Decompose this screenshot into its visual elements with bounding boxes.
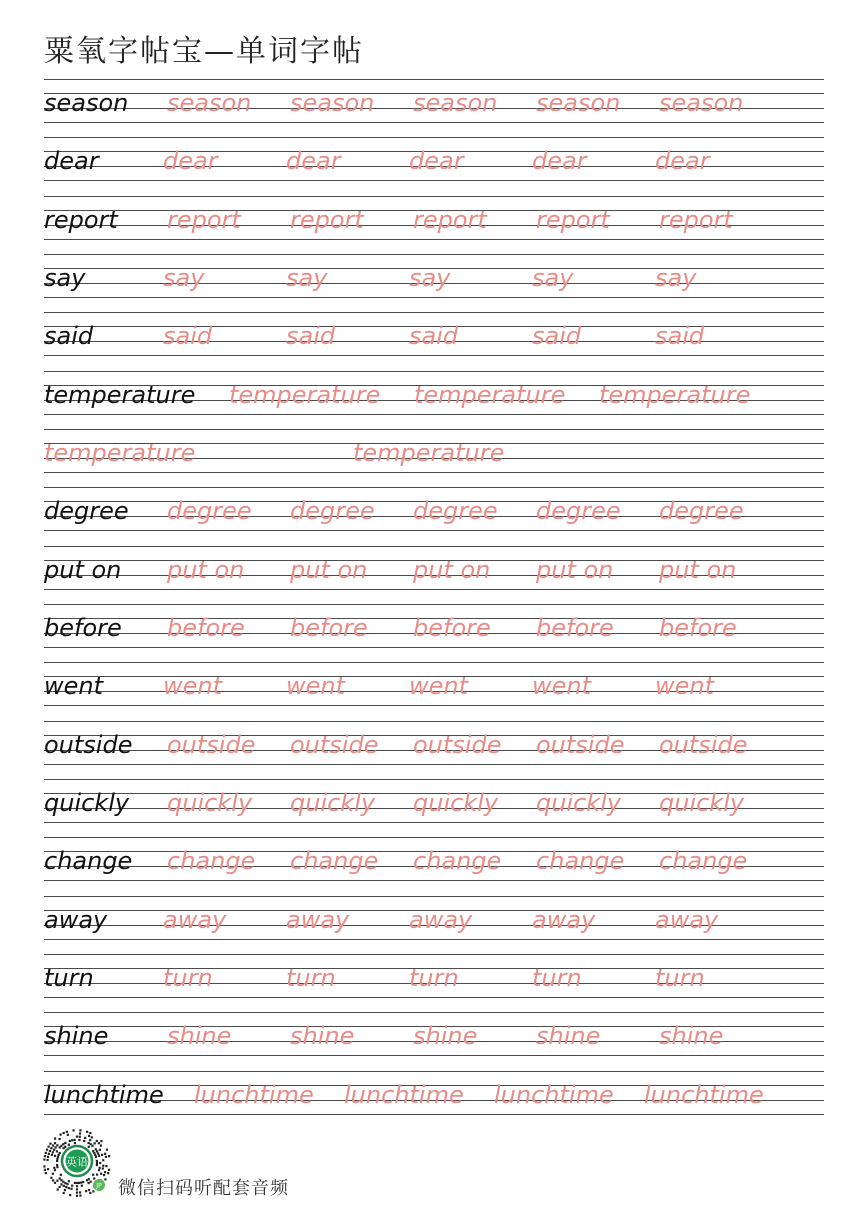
trace-word: quickly bbox=[413, 789, 499, 817]
trace-word: quickly bbox=[290, 789, 376, 817]
trace-word: outside bbox=[167, 731, 256, 759]
trace-word: season bbox=[167, 89, 252, 117]
trace-word: degree bbox=[659, 497, 744, 525]
trace-word: report bbox=[536, 206, 610, 234]
trace-word: put on bbox=[413, 556, 491, 584]
trace-word: report bbox=[659, 206, 733, 234]
trace-word: dear bbox=[163, 147, 218, 175]
trace-word: change bbox=[167, 847, 256, 875]
trace-word: shine bbox=[290, 1022, 355, 1050]
trace-word: went bbox=[163, 672, 223, 700]
ruled-line bbox=[44, 705, 824, 706]
practice-row bbox=[44, 837, 824, 881]
ruled-line bbox=[44, 472, 824, 473]
trace-word: said bbox=[163, 322, 213, 350]
trace-word: outside bbox=[290, 731, 379, 759]
trace-word: said bbox=[655, 322, 705, 350]
trace-word: went bbox=[532, 672, 592, 700]
trace-word: went bbox=[655, 672, 715, 700]
ruled-line bbox=[44, 896, 824, 897]
trace-word: temperature bbox=[44, 439, 196, 467]
model-word: turn bbox=[44, 964, 94, 992]
ruled-line bbox=[44, 137, 824, 138]
trace-word: went bbox=[286, 672, 346, 700]
trace-word: said bbox=[532, 322, 582, 350]
trace-word: shine bbox=[536, 1022, 601, 1050]
qr-badge-text: 英语 bbox=[66, 1155, 88, 1169]
practice-row bbox=[44, 487, 824, 531]
qr-corner-text: JP bbox=[96, 1182, 102, 1190]
trace-word: change bbox=[659, 847, 748, 875]
model-word: dear bbox=[44, 147, 99, 175]
ruled-line bbox=[44, 779, 824, 780]
qr-code-icon[interactable] bbox=[42, 1128, 112, 1198]
practice-row bbox=[44, 1012, 824, 1056]
trace-word: temperature bbox=[414, 381, 566, 409]
ruled-line bbox=[44, 371, 824, 372]
trace-word: turn bbox=[409, 964, 459, 992]
trace-word: said bbox=[286, 322, 336, 350]
model-word: quickly bbox=[44, 789, 130, 817]
footer-caption: 微信扫码听配套音频 bbox=[118, 1178, 289, 1199]
page-title: 粟氧字帖宝—单词字帖 bbox=[44, 34, 364, 69]
model-word: degree bbox=[44, 497, 129, 525]
practice-row bbox=[44, 546, 824, 590]
trace-word: season bbox=[659, 89, 744, 117]
model-word: said bbox=[44, 322, 94, 350]
trace-word: put on bbox=[290, 556, 368, 584]
ruled-line bbox=[44, 1012, 824, 1013]
model-word: temperature bbox=[44, 381, 196, 409]
trace-word: before bbox=[413, 614, 491, 642]
trace-word: degree bbox=[536, 497, 621, 525]
trace-word: shine bbox=[413, 1022, 478, 1050]
trace-word: shine bbox=[659, 1022, 724, 1050]
trace-word: put on bbox=[536, 556, 614, 584]
practice-row bbox=[44, 779, 824, 823]
trace-word: dear bbox=[655, 147, 710, 175]
ruled-line bbox=[44, 546, 824, 547]
trace-word: put on bbox=[167, 556, 245, 584]
ruled-line bbox=[44, 1071, 824, 1072]
practice-row bbox=[44, 1071, 824, 1115]
model-word: change bbox=[44, 847, 133, 875]
trace-word: before bbox=[167, 614, 245, 642]
trace-word: turn bbox=[532, 964, 582, 992]
trace-word: season bbox=[413, 89, 498, 117]
model-word: report bbox=[44, 206, 118, 234]
ruled-line bbox=[44, 880, 824, 881]
ruled-line bbox=[44, 939, 824, 940]
ruled-line bbox=[44, 662, 824, 663]
trace-word: lunchtime bbox=[194, 1081, 314, 1109]
practice-row bbox=[44, 371, 824, 415]
ruled-line bbox=[44, 79, 824, 80]
trace-word: dear bbox=[532, 147, 587, 175]
trace-word: season bbox=[536, 89, 621, 117]
trace-word: outside bbox=[659, 731, 748, 759]
trace-word: went bbox=[409, 672, 469, 700]
trace-word: change bbox=[413, 847, 502, 875]
trace-word: away bbox=[655, 906, 719, 934]
trace-word: say bbox=[532, 264, 574, 292]
trace-word: outside bbox=[536, 731, 625, 759]
trace-word: before bbox=[659, 614, 737, 642]
trace-word: say bbox=[163, 264, 205, 292]
ruled-line bbox=[44, 312, 824, 313]
trace-word: outside bbox=[413, 731, 502, 759]
ruled-line bbox=[44, 837, 824, 838]
trace-word: put on bbox=[659, 556, 737, 584]
ruled-line bbox=[44, 530, 824, 531]
trace-word: report bbox=[290, 206, 364, 234]
practice-row bbox=[44, 429, 824, 473]
trace-word: say bbox=[655, 264, 697, 292]
ruled-line bbox=[44, 822, 824, 823]
model-word: shine bbox=[44, 1022, 109, 1050]
ruled-line bbox=[44, 429, 824, 430]
ruled-line bbox=[44, 954, 824, 955]
trace-word: quickly bbox=[536, 789, 622, 817]
trace-word: report bbox=[167, 206, 241, 234]
trace-word: before bbox=[536, 614, 614, 642]
trace-word: degree bbox=[167, 497, 252, 525]
model-word: went bbox=[44, 672, 104, 700]
ruled-line bbox=[44, 355, 824, 356]
trace-word: before bbox=[290, 614, 368, 642]
trace-word: change bbox=[290, 847, 379, 875]
trace-word: say bbox=[286, 264, 328, 292]
practice-row bbox=[44, 312, 824, 356]
ruled-line bbox=[44, 487, 824, 488]
ruled-line bbox=[44, 254, 824, 255]
trace-word: away bbox=[532, 906, 596, 934]
ruled-line bbox=[44, 721, 824, 722]
trace-word: turn bbox=[286, 964, 336, 992]
practice-row bbox=[44, 79, 824, 123]
trace-word: dear bbox=[286, 147, 341, 175]
ruled-line bbox=[44, 196, 824, 197]
trace-word: away bbox=[409, 906, 473, 934]
model-word: put on bbox=[44, 556, 122, 584]
trace-word: say bbox=[409, 264, 451, 292]
model-word: lunchtime bbox=[44, 1081, 164, 1109]
ruled-line bbox=[44, 604, 824, 605]
trace-word: quickly bbox=[659, 789, 745, 817]
trace-word: lunchtime bbox=[344, 1081, 464, 1109]
practice-row bbox=[44, 254, 824, 298]
trace-word: report bbox=[413, 206, 487, 234]
ruled-line bbox=[44, 239, 824, 240]
trace-word: dear bbox=[409, 147, 464, 175]
trace-word: away bbox=[163, 906, 227, 934]
practice-row bbox=[44, 137, 824, 181]
trace-word: turn bbox=[163, 964, 213, 992]
practice-row bbox=[44, 604, 824, 648]
ruled-line bbox=[44, 1114, 824, 1115]
trace-word: season bbox=[290, 89, 375, 117]
ruled-line bbox=[44, 764, 824, 765]
trace-word: temperature bbox=[353, 439, 505, 467]
trace-word: lunchtime bbox=[494, 1081, 614, 1109]
trace-word: change bbox=[536, 847, 625, 875]
practice-row bbox=[44, 954, 824, 998]
trace-word: quickly bbox=[167, 789, 253, 817]
ruled-line bbox=[44, 297, 824, 298]
model-word: say bbox=[44, 264, 86, 292]
practice-row bbox=[44, 196, 824, 240]
trace-word: turn bbox=[655, 964, 705, 992]
trace-word: degree bbox=[413, 497, 498, 525]
trace-word: away bbox=[286, 906, 350, 934]
trace-word: said bbox=[409, 322, 459, 350]
trace-word: temperature bbox=[229, 381, 381, 409]
trace-word: temperature bbox=[599, 381, 751, 409]
trace-word: shine bbox=[167, 1022, 232, 1050]
practice-row bbox=[44, 662, 824, 706]
practice-row bbox=[44, 721, 824, 765]
ruled-line bbox=[44, 122, 824, 123]
ruled-line bbox=[44, 589, 824, 590]
ruled-line bbox=[44, 180, 824, 181]
trace-word: degree bbox=[290, 497, 375, 525]
ruled-line bbox=[44, 414, 824, 415]
practice-row bbox=[44, 896, 824, 940]
trace-word: lunchtime bbox=[644, 1081, 764, 1109]
ruled-line bbox=[44, 1055, 824, 1056]
model-word: away bbox=[44, 906, 108, 934]
ruled-line bbox=[44, 997, 824, 998]
model-word: season bbox=[44, 89, 129, 117]
model-word: outside bbox=[44, 731, 133, 759]
model-word: before bbox=[44, 614, 122, 642]
ruled-line bbox=[44, 647, 824, 648]
